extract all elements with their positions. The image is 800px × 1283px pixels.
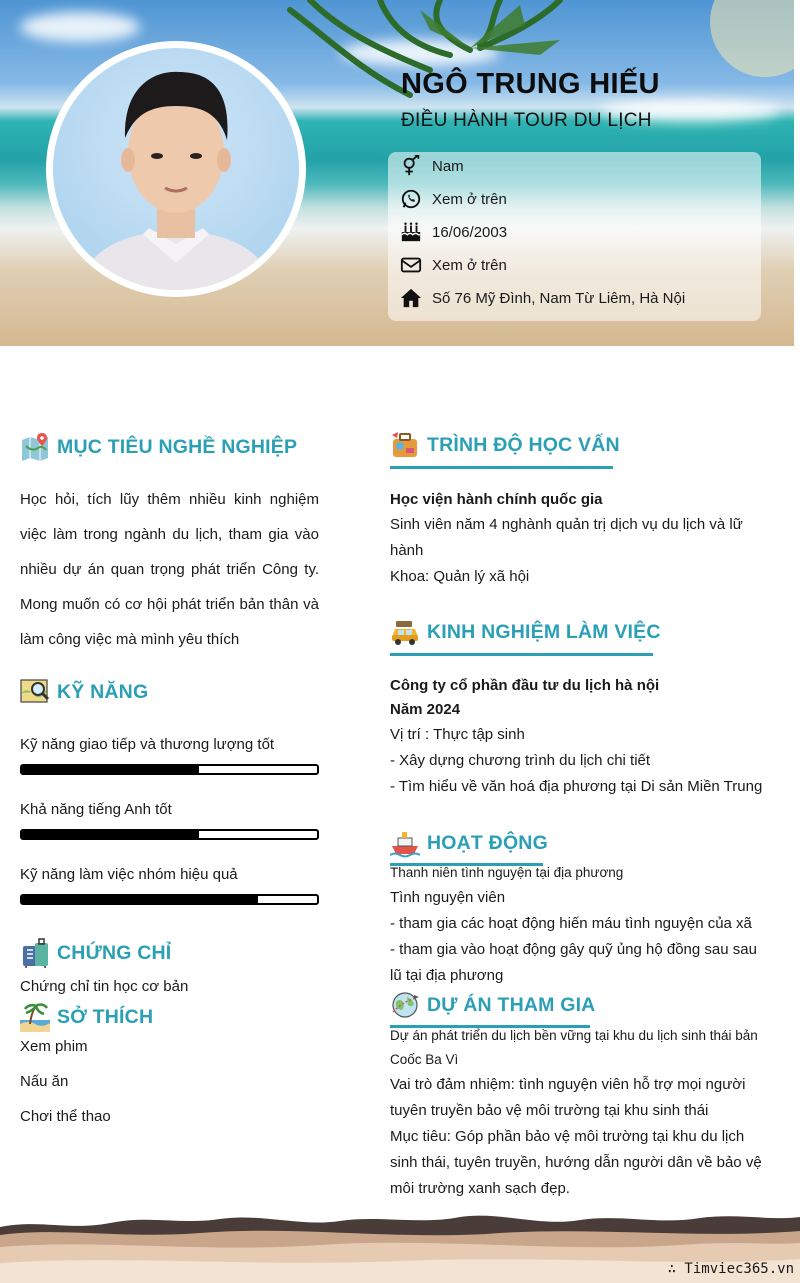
- phone-icon: [400, 188, 422, 210]
- info-address-text: Số 76 Mỹ Đình, Nam Từ Liêm, Hà Nội: [432, 289, 686, 307]
- profile-photo-frame: [46, 41, 306, 297]
- activities-item: - tham gia vào hoạt động gây quỹ ủng hộ đồng sau sau: [390, 941, 757, 958]
- skill-progress-fill: [22, 766, 199, 773]
- info-email-text: Xem ở trên: [432, 256, 507, 274]
- certificate-item: Chứng chỉ tin học cơ bản: [20, 978, 189, 995]
- project-name-line: Dự án phát triển du lịch bền vững tại khu du lịch sinh thái bản: [390, 1028, 758, 1043]
- watermark-text: ∴ Timviec365.vn: [667, 1261, 794, 1277]
- candidate-name: NGÔ TRUNG HIẾU: [401, 68, 660, 100]
- home-icon: [400, 287, 422, 309]
- info-birthday-text: 16/06/2003: [432, 223, 508, 241]
- skill-progress-bar: [20, 829, 319, 840]
- info-phone-text: Xem ở trên: [432, 190, 507, 208]
- skills-title: KỸ NĂNG: [57, 680, 149, 703]
- info-gender: [400, 155, 464, 177]
- education-major-line: hành: [390, 542, 424, 559]
- education-heading: [390, 430, 620, 460]
- project-detail-line: Vai trò đảm nhiệm: tình nguyện viên hỗ trợ mọi người: [390, 1076, 746, 1093]
- skill-progress-fill: [22, 896, 258, 903]
- hobbies-title: SỞ THÍCH: [57, 1005, 154, 1028]
- project-detail-line: môi trường xanh sạch đẹp.: [390, 1180, 570, 1197]
- cv-header: [0, 0, 794, 346]
- car-travel-icon: [390, 617, 420, 647]
- map-search-icon: [20, 677, 50, 707]
- skill-progress-bar: [20, 894, 319, 905]
- hobby-item: Nấu ăn: [20, 1073, 69, 1090]
- cloud-decoration: [20, 12, 140, 42]
- suitcase-travel-icon: [390, 430, 420, 460]
- luggage-icon: [20, 938, 50, 968]
- experience-task: - Xây dựng chương trình du lịch chi tiết: [390, 752, 651, 769]
- info-address: [400, 287, 685, 309]
- info-birthday: [400, 221, 507, 243]
- activities-item: - tham gia các hoạt động hiến máu tình nguyện của xã: [390, 915, 752, 932]
- personal-info-panel: [388, 152, 761, 321]
- beach-icon: [20, 1002, 50, 1032]
- activities-item: lũ tại địa phương: [390, 967, 504, 984]
- boat-travel-icon: [390, 828, 420, 858]
- experience-heading: [390, 617, 661, 647]
- activities-heading: [390, 828, 548, 858]
- objective-text: Học hỏi, tích lũy thêm nhiều kinh nghiệm việc làm trong ngành du lịch, tham gia vào nhiều dự án quan trọng phát triển Công ty. Mong muốn có cơ hội phát triển bản thân và làm công việc mà mình yêu thích: [20, 491, 319, 648]
- job-position: ĐIỀU HÀNH TOUR DU LỊCH: [401, 110, 652, 131]
- hobbies-heading: [20, 1002, 153, 1032]
- skill-label: Kỹ năng làm việc nhóm hiệu quả: [20, 866, 238, 883]
- experience-year: Năm 2024: [390, 701, 461, 718]
- gender-icon: [400, 155, 422, 177]
- map-pin-icon: [20, 432, 50, 462]
- hobby-item: Xem phim: [20, 1038, 88, 1055]
- experience-underline: [390, 653, 653, 656]
- activities-role: Tình nguyện viên: [390, 889, 506, 906]
- activities-title: HOẠT ĐỘNG: [427, 831, 548, 854]
- skill-label: Khả năng tiếng Anh tốt: [20, 801, 172, 818]
- project-detail-line: sinh thái, tuyên truyền, hướng dẫn người dân về bảo vệ: [390, 1154, 762, 1171]
- project-detail-line: tuyên truyền bảo vệ môi trường tại khu sinh thái: [390, 1102, 709, 1119]
- experience-company: Công ty cổ phần đầu tư du lịch hà nội: [390, 677, 660, 694]
- info-gender-text: Nam: [432, 157, 464, 175]
- objective-title: MỤC TIÊU NGHỀ NGHIỆP: [57, 435, 298, 458]
- experience-role: Vị trí : Thực tập sinh: [390, 726, 525, 743]
- skill-progress-fill: [22, 831, 199, 838]
- education-school: Học viện hành chính quốc gia: [390, 491, 603, 508]
- project-name-line: Coốc Ba Vì: [390, 1052, 459, 1067]
- projects-title: DỰ ÁN THAM GIA: [427, 993, 596, 1016]
- education-major-line: Sinh viên năm 4 nghành quản trị dịch vụ du lịch và lữ: [390, 516, 743, 533]
- certificates-heading: [20, 938, 171, 968]
- birthday-cake-icon: [400, 221, 422, 243]
- skill-label: Kỹ năng giao tiếp và thương lượng tốt: [20, 736, 275, 753]
- profile-photo: [53, 48, 299, 290]
- skill-progress-bar: [20, 764, 319, 775]
- certificates-title: CHỨNG CHỈ: [57, 941, 172, 964]
- skills-heading: [20, 677, 148, 707]
- education-faculty: Khoa: Quản lý xã hội: [390, 568, 530, 585]
- education-underline: [390, 466, 613, 469]
- projects-heading: [390, 990, 595, 1020]
- hobby-item: Chơi thể thao: [20, 1108, 111, 1125]
- envelope-icon: [400, 254, 422, 276]
- globe-travel-icon: [390, 990, 420, 1020]
- objective-heading: [20, 432, 297, 462]
- person-portrait-icon: [53, 48, 299, 290]
- project-detail-line: Mục tiêu: Góp phần bảo vệ môi trường tại khu du lịch: [390, 1128, 745, 1145]
- experience-title: KINH NGHIỆM LÀM VIỆC: [427, 620, 661, 643]
- info-phone: [400, 188, 507, 210]
- info-email: [400, 254, 507, 276]
- education-title: TRÌNH ĐỘ HỌC VẤN: [427, 433, 620, 456]
- activities-organization: Thanh niên tình nguyện tại địa phương: [390, 865, 624, 880]
- experience-task: - Tìm hiểu về văn hoá địa phương tại Di sản Miền Trung: [390, 778, 763, 795]
